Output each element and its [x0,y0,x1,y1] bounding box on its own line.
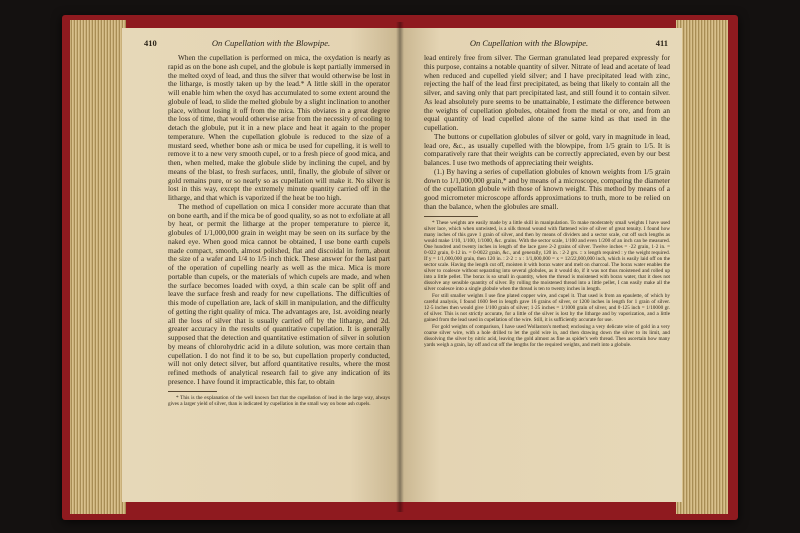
paragraph: lead entirely free from silver. The German granulated lead prepared expressly for this purpose, contains a notable quantity of silver. Nitrate of lead and acetate of lead when reduced and cupelled yield silver; and I have precipitated lead with zinc, rejecting the half of the lead first precipitated, as being that likely to contain all the silver, and saving only that part precipitated last, and still found it to contain silver. As lead absolutely pure seems to be unattainable, I estimate the difference between the weights of cupellation globules, obtained from the metal or ore, and from an equal quantity of lead cupelled alone of the same kind as that used in the cupellation. [424,53,670,132]
page-number-left: 410 [144,38,157,48]
left-footnotes [168,395,390,407]
paragraph: The buttons or cupellation globules of silver or gold, vary in magnitude in lead, lead ore, &c., as usually cupelled with the blowpipe, from 1/5 grain to 1/5. It is comparatively rare that their weights can be correctly appreciated, even by our best balances. I use two methods of appreciating their weights. [424,131,670,167]
left-page [122,28,400,502]
right-page [400,28,682,502]
running-head-title-right: On Cupellation with the Blowpipe. [469,38,589,48]
paragraph: (1.) By having a series of cupellation globules of known weights from 1/5 grain down to 1/1,000,000 grain,* and by means of a microscope, comparing the diameter of the cupellation globule with those of known weight. This method by means of a good micrometer microscope affords approximations to truth, more to be relied on than the balance, when the globules are small. [424,166,671,211]
footnote: For gold weights of comparison, I have used Wollaston's method; enclosing a very delicate wire of gold in a very coarse silver wire, with a hole drilled to let the gold wire in, and then drawing down the silver to its limit, and dissolving the silver by nitric acid, leaving the gold almost as fine as spider's web thread. Then ascertain how many yards weigh a grain, lay off and cut off the lengths for the required weights, and melt into a globule. [424,323,670,348]
page-number-right: 411 [655,38,668,48]
footnote: * This is the explanation of the well known fact that the cupellation of lead in the large way, always gives a larger yield of silver, than is indicated by cupellation in the small way on bone ash cupels. [168,394,390,407]
paragraph: When the cupellation is performed on mica, the oxydation is nearly as rapid as on the bone ash cupel, and the globule is kept partially immersed in the melted oxyd of lead, and thus the silver that would otherwise be lost in the litharge, is mostly taken up by the lead.* A little skill in the operator will enable him when the oxyd has accumulated to some extent around the globule of lead, to slide the melted globule by a slight inclination to another place, without losing it off from the mica. This obviates in a great degree the loss of time, that would otherwise arise from the necessity of cooling to detach the globule, put it in a new place and heat it again to the proper temperature. When the cupellation globule is reduced to the size of a mustard seed, whether bone ash or mica be used for cupelling, it is well to remove it to a new very smooth cupel, or to a fresh piece of good mica, and then, when melted, make the globule slide by inclining the cupel, and by means of the blast, to fresh surfaces, until, finally, the globule of silver or gold remains pure, or so nearly so as cupellation will make it. No silver is lost in this way, except the extremely minute quantity carried off in the litharge, and that which is vaporized if the heat be too high. [168,53,390,202]
paragraph: The method of cupellation on mica I consider more accurate than that on bone earth, and if the mica be of good quality, so as not to exfoliate at all by heat, or permit the litharge at the proper temperature to pierce it, globules of 1/1,000,000 grain in weight may be seen on its surface by the naked eye. When good mica cannot be obtained, I use bone earth cupels made compact, smooth, almost polished, flat and discoidal in form, about the size of a wafer and 1/4 to 1/5 inch thick. These answer for the last part of the operation of cupelling nearly as well as the mica. Mica is more portable than cupels, or the materials of which cupels are made, and when the surface becomes loaded with oxyd, a thin scale can be split off and leave the surface fresh and ready for new cupellations. The difficulties of this mode of cupellation are, lack of skill in manipulation, and the difficulty of getting the right quality of mica. The advantages are, 1st. avoiding nearly all the loss of silver that is usually carried off by the litharge, and 2d. greater accuracy in the results of quantitative cupellation. It is generally supposed that the detection and quantitative estimation of silver in solution by means of chlorohydric acid in a dilute solution, was more certain than cupellation. I do not find it to be so, but cupellation properly conducted, will not only detect silver, but afford quantitative results, where the most refined methods of analytical research fail to give any indication of its presence. I have found it impracticable, this far, to obtain [168,201,390,386]
footnote: For still smaller weights I use fine plated copper wire, and cupel it. That used is from an epaulette, of which by careful analysis, I found 1600 feet in length gave 16 grains of silver, or 1200 inches in length for 1 grain of silver. 12·5 inches then would give 1/100 grain of silver; 1·25 inches = 1/1000 grain of silver, and 0·125 inch = 1/10000 gr. of silver. This is not strictly accurate, for a little of the silver is lost by the litharge and by vaporization, and a little gained from the lead used in cupellation of the wire. Still, it is sufficiently accurate for use. [424,292,670,323]
footnote: * These weights are easily made by a little skill in manipulation. To make moderately small weights I have used silver lace, which when untwisted, is a silk thread wound with flattened wire of silver of great tenuity. I found how many inches of this gave 1 grain of silver, and then by means of dividers and a sector scale, cut off such lengths as would make 1/10, 1/100, 1/1000, &c. grains. With the sector scale, 1/100 and even 1/200 of an inch can be measured. One hundred and twenty inches in length of the lace gave 2-2 grains of silver. Twelve inches = ·22 grain, 1·2 in. = 0·022 grain, 0·12 in. = 0·0022 grain, &c., and generally, 120 in. : 2·2 grs. :: x length required : y the weight required. If y = 1/1,000,000 grain, then 120 in. : 2·2 :: x : 1/1,000,000 = x = 12/22,000,000 inch, which is easily laid off on the sector scale. Having the length cut off, moisten it with borax water and melt on charcoal. The borax water enables the silver to coalesce without separating into several globules, as it would do, if it was not thus moistened and rolled up into a little pellet. The borax is so small in quantity, when the thread is moistened with borax water, that it does not dissolve any sensible quantity of silver. By rolling the moistened thread into a little pellet, I can easily make all the silver coalesce into a single globule when the thread is ten to twenty inches in length. [424,219,670,292]
page-edges-left [70,20,126,514]
left-body-text [168,54,390,407]
footnote-rule [168,391,217,392]
page-edges-right [676,20,728,514]
book-gutter [396,22,404,512]
right-footnotes [424,220,670,348]
footnote-rule [424,216,478,217]
running-head-title-left: On Cupellation with the Blowpipe. [211,38,331,48]
right-body-text [424,54,670,348]
